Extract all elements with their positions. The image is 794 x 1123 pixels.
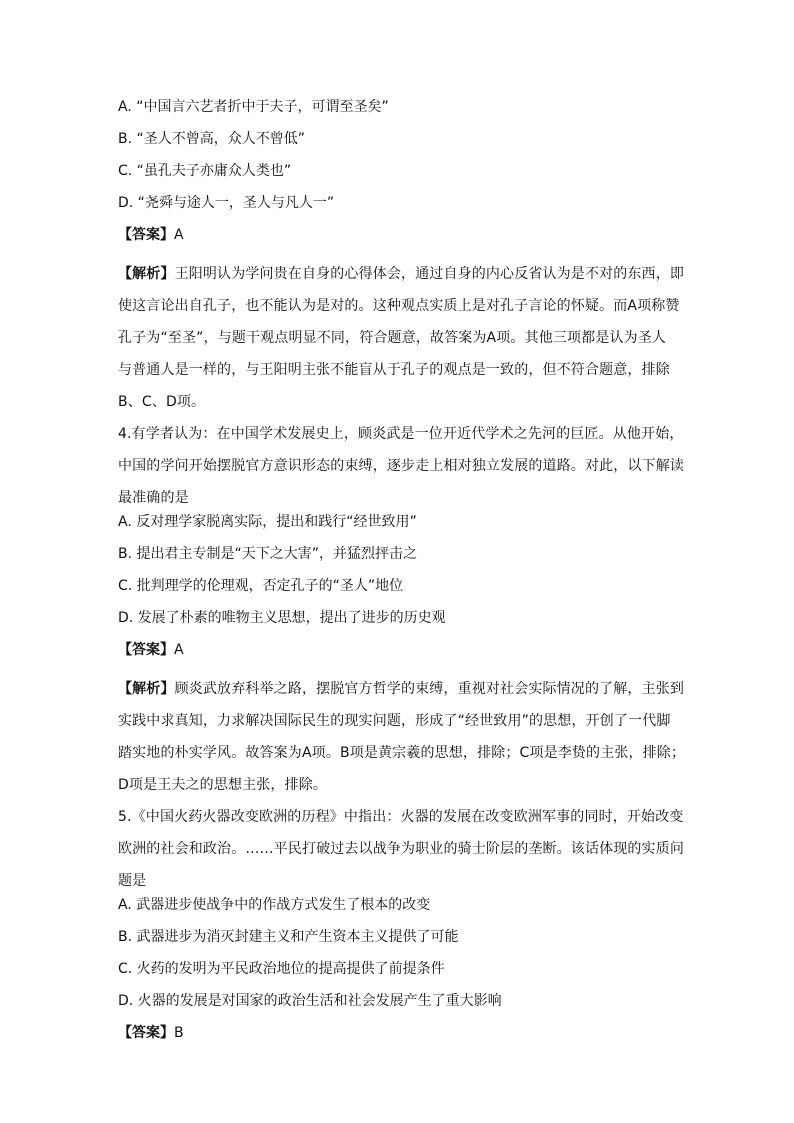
question-4	[118, 418, 686, 801]
answer	[118, 227, 678, 258]
stem-line: 最准确的是	[118, 490, 189, 506]
answer-value: A	[174, 227, 184, 243]
analysis-line: 踏实地的朴实学风。故答案为A项。B项是黄宗羲的思想，排除；C项是李贽的主张，排除；	[118, 745, 686, 761]
option-a: A. 武器进步使战争中的作战方式发生了根本的改变	[118, 897, 431, 913]
question-5	[118, 801, 684, 1056]
answer-label: 【答案】	[118, 227, 174, 243]
analysis-line: 孔子为“至圣”，与题干观点明显不同，符合题意，故答案为A项。其他三项都是认为圣人	[118, 330, 667, 346]
option-b: B. 提出君主专制是“天下之大害”，并猛烈抨击之	[118, 546, 418, 562]
analysis-line: 实践中求真知，力求解决国际民生的现实问题，形成了“经世致用”的思想，开创了一代脚	[118, 713, 671, 729]
stem-line: 欧洲的社会和政治。……平民打破过去以战争为职业的骑士阶层的垄断。该话体现的实质问	[118, 841, 684, 857]
stem-line: 4.有学者认为：在中国学术发展史上，顾炎武是一位开近代学术之先河的巨匠。从他开始，	[118, 426, 684, 442]
answer-value: B	[174, 1025, 184, 1041]
answer-label: 【答案】	[118, 642, 174, 658]
question-stem	[118, 801, 684, 897]
stem-line: 题是	[118, 873, 147, 889]
analysis-line: D项是王夫之的思想主张，排除。	[118, 777, 328, 793]
analysis-line: 【解析】王阳明认为学问贵在自身的心得体会，通过自身的内心反省认为是不对的东西，即	[118, 266, 685, 282]
analysis-label: 【解析】	[118, 266, 175, 282]
analysis-label: 【解析】	[118, 681, 175, 697]
option-b: B. “圣人不曾高，众人不曾低”	[118, 131, 306, 147]
analysis-line: 【解析】顾炎武放弃科举之路，摆脱官方哲学的束缚，重视对社会实际情况的了解，主张到	[118, 681, 685, 697]
option-a: A. “中国言六艺者折中于夫子，可谓至圣矣”	[118, 99, 389, 115]
document-page	[118, 99, 686, 1056]
answer	[118, 1025, 678, 1056]
analysis-line: B、C、D项。	[118, 394, 206, 410]
stem-line: 中国的学问开始摆脱官方意识形态的束缚，逐步走上相对独立发展的道路。对此，以下解读	[118, 458, 684, 474]
option-b: B. 武器进步为消灭封建主义和产生资本主义提供了可能	[118, 929, 459, 945]
analysis-line: 与普通人是一样的，与王阳明主张不能盲从于孔子的观点是一致的，但不符合题意，排除	[118, 362, 670, 378]
answer	[118, 642, 678, 673]
option-d: D. “尧舜与途人一，圣人与凡人一”	[118, 195, 335, 211]
option-c: C. 火药的发明为平民政治地位的提高提供了前提条件	[118, 961, 445, 977]
question-stem	[118, 418, 684, 514]
option-a: A. 反对理学家脱离实际，提出和践行“经世致用”	[118, 514, 417, 530]
answer-label: 【答案】	[118, 1025, 174, 1041]
option-d: D. 火器的发展是对国家的政治生活和社会发展产生了重大影响	[118, 993, 502, 1009]
stem-line: 5.《中国火药火器改变欧洲的历程》中指出：火器的发展在改变欧洲军事的同时，开始改变	[118, 809, 684, 825]
analysis	[118, 258, 685, 418]
option-c: C. “虽孔夫子亦庸众人类也”	[118, 163, 292, 179]
analysis	[118, 673, 686, 801]
answer-value: A	[174, 642, 184, 658]
option-d: D. 发展了朴素的唯物主义思想，提出了进步的历史观	[118, 610, 446, 626]
question-3	[118, 99, 685, 418]
option-c: C. 批判理学的伦理观，否定孔子的“圣人”地位	[118, 578, 404, 594]
analysis-line: 使这言论出自孔子，也不能认为是对的。这种观点实质上是对孔子言论的怀疑。而A项称赞	[118, 298, 680, 314]
